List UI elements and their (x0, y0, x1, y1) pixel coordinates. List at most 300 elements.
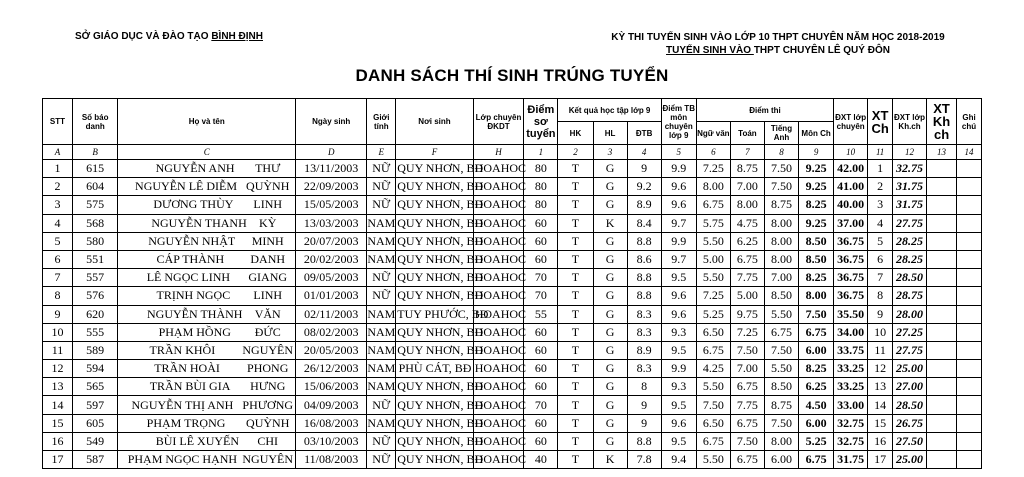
conduct-cell: T (558, 378, 593, 396)
note-cell (957, 287, 982, 305)
specialty-score-cell: 5.25 (799, 432, 834, 450)
math-score-cell: 6.75 (730, 378, 764, 396)
gender-cell: NAM (367, 414, 396, 432)
stt-cell: 10 (43, 323, 73, 341)
gender-cell: NỮ (367, 178, 396, 196)
non-specialty-score-cell: 28.25 (893, 232, 927, 250)
note-cell (957, 451, 982, 469)
admission-score-cell: 32.75 (834, 432, 868, 450)
family-name: DƯƠNG THÙY (153, 197, 234, 212)
rank-cell: 8 (868, 287, 893, 305)
given-name: LINH (253, 197, 283, 212)
specialty-score-cell: 8.00 (799, 287, 834, 305)
col-anh: Tiếng Anh (764, 122, 798, 145)
rank-cell: 4 (868, 214, 893, 232)
table-row (43, 232, 982, 250)
specialty-score-cell: 8.50 (799, 232, 834, 250)
subject-avg-cell: 9.5 (661, 341, 696, 359)
name-cell (118, 451, 296, 469)
subject-avg-cell: 9.4 (661, 451, 696, 469)
conduct-cell: T (558, 414, 593, 432)
given-name: NGUYÊN (242, 342, 294, 357)
name-cell (118, 378, 296, 396)
non-specialty-rank-cell (927, 160, 957, 178)
stt-cell: 9 (43, 305, 73, 323)
subject-avg-cell: 9.9 (661, 360, 696, 378)
prelim-score-cell: 80 (524, 160, 558, 178)
col-place: Nơi sinh (396, 99, 473, 145)
column-letter: 1 (524, 145, 558, 160)
table-row (43, 432, 982, 450)
gpa-cell: 8.6 (627, 250, 661, 268)
family-name: LÊ NGỌC LINH (146, 270, 231, 285)
non-specialty-score-cell: 31.75 (893, 196, 927, 214)
column-letter: C (118, 145, 296, 160)
name-cell (118, 178, 296, 196)
dob-cell: 01/01/2003 (296, 287, 367, 305)
class-cell: HOAHOC (473, 250, 524, 268)
specialty-score-cell: 8.25 (799, 360, 834, 378)
gender-cell: NAM (367, 378, 396, 396)
family-name: NGUYỄN ANH (155, 161, 235, 176)
table-row (43, 196, 982, 214)
col-toan: Toán (730, 122, 764, 145)
admission-score-cell: 32.75 (834, 414, 868, 432)
non-specialty-rank-cell (927, 396, 957, 414)
non-specialty-score-cell: 25.00 (893, 451, 927, 469)
stt-cell: 6 (43, 250, 73, 268)
dob-cell: 09/05/2003 (296, 269, 367, 287)
non-specialty-score-cell: 28.50 (893, 269, 927, 287)
subject-avg-cell: 9.5 (661, 432, 696, 450)
col-xt-ch: XT Ch (868, 99, 893, 145)
non-specialty-rank-cell (927, 196, 957, 214)
col-mon-ch: Môn Ch (799, 122, 834, 145)
english-score-cell: 8.75 (764, 396, 798, 414)
column-letter: E (367, 145, 396, 160)
gender-cell: NAM (367, 323, 396, 341)
subject-avg-cell: 9.6 (661, 178, 696, 196)
academic-cell: G (593, 341, 627, 359)
note-cell (957, 269, 982, 287)
table-row (43, 214, 982, 232)
academic-cell: K (593, 214, 627, 232)
dob-cell: 26/12/2003 (296, 360, 367, 378)
literature-score-cell: 5.75 (696, 214, 730, 232)
specialty-score-cell: 9.25 (799, 178, 834, 196)
gpa-cell: 7.8 (627, 451, 661, 469)
stt-cell: 2 (43, 178, 73, 196)
non-specialty-rank-cell (927, 341, 957, 359)
col-note: Ghi chú (957, 99, 982, 145)
column-letter: 8 (764, 145, 798, 160)
specialty-score-cell: 6.00 (799, 341, 834, 359)
conduct-cell: T (558, 214, 593, 232)
table-row (43, 178, 982, 196)
academic-cell: G (593, 323, 627, 341)
english-score-cell: 8.00 (764, 432, 798, 450)
non-specialty-score-cell: 28.00 (893, 305, 927, 323)
sbd-cell: 575 (72, 196, 117, 214)
prelim-score-cell: 80 (524, 196, 558, 214)
non-specialty-rank-cell (927, 323, 957, 341)
table-row (43, 378, 982, 396)
non-specialty-score-cell: 26.75 (893, 414, 927, 432)
class-cell: HOAHOC (473, 232, 524, 250)
specialty-score-cell: 8.25 (799, 269, 834, 287)
given-name: THƯ (255, 161, 281, 176)
admission-score-cell: 41.00 (834, 178, 868, 196)
dob-cell: 13/11/2003 (296, 160, 367, 178)
exam-header (588, 31, 968, 57)
math-score-cell: 7.25 (730, 323, 764, 341)
col-dtb: ĐTB (627, 122, 661, 145)
family-name: PHẠM HỒNG (158, 324, 231, 339)
sbd-cell: 594 (72, 360, 117, 378)
name-cell (118, 160, 296, 178)
conduct-cell: T (558, 178, 593, 196)
col-exam-group: Điểm thi (696, 99, 833, 122)
class-cell: HOAHOC (473, 451, 524, 469)
academic-cell: G (593, 196, 627, 214)
table-row (43, 360, 982, 378)
academic-cell: K (593, 451, 627, 469)
literature-score-cell: 5.50 (696, 232, 730, 250)
specialty-score-cell: 6.75 (799, 451, 834, 469)
literature-score-cell: 4.25 (696, 360, 730, 378)
math-score-cell: 7.50 (730, 341, 764, 359)
family-name: PHẠM NGỌC HẠNH (127, 452, 238, 467)
academic-cell: G (593, 160, 627, 178)
gpa-cell: 8 (627, 378, 661, 396)
prelim-score-cell: 55 (524, 305, 558, 323)
class-cell: HOAHOC (473, 341, 524, 359)
non-specialty-rank-cell (927, 287, 957, 305)
subject-avg-cell: 9.7 (661, 214, 696, 232)
literature-score-cell: 6.75 (696, 196, 730, 214)
column-letter: 9 (799, 145, 834, 160)
non-specialty-rank-cell (927, 305, 957, 323)
place-cell: PHÙ CÁT, BĐ (396, 360, 473, 378)
name-cell (118, 323, 296, 341)
family-name: PHẠM TRỌNG (146, 415, 226, 430)
note-cell (957, 160, 982, 178)
gpa-cell: 8.8 (627, 432, 661, 450)
non-specialty-score-cell: 25.00 (893, 360, 927, 378)
math-score-cell: 6.75 (730, 414, 764, 432)
prelim-score-cell: 60 (524, 341, 558, 359)
place-cell: QUY NHƠN, BĐ (396, 341, 473, 359)
name-cell (118, 196, 296, 214)
page-title: DANH SÁCH THÍ SINH TRÚNG TUYỂN (355, 66, 669, 85)
gender-cell: NỮ (367, 160, 396, 178)
english-score-cell: 8.75 (764, 196, 798, 214)
school-line: TUYỂN SINH VÀO THPT CHUYÊN LÊ QUÝ ĐÔN (666, 45, 890, 56)
subject-avg-cell: 9.7 (661, 250, 696, 268)
note-cell (957, 305, 982, 323)
note-cell (957, 232, 982, 250)
conduct-cell: T (558, 250, 593, 268)
math-score-cell: 4.75 (730, 214, 764, 232)
literature-score-cell: 5.50 (696, 269, 730, 287)
prelim-score-cell: 70 (524, 287, 558, 305)
dob-cell: 13/03/2003 (296, 214, 367, 232)
rank-cell: 15 (868, 414, 893, 432)
conduct-cell: T (558, 432, 593, 450)
subject-avg-cell: 9.9 (661, 160, 696, 178)
rank-cell: 2 (868, 178, 893, 196)
english-score-cell: 8.00 (764, 250, 798, 268)
column-letter: 11 (868, 145, 893, 160)
col-hk: HK (558, 122, 593, 145)
non-specialty-score-cell: 27.75 (893, 341, 927, 359)
rank-cell: 16 (868, 432, 893, 450)
specialty-score-cell: 9.25 (799, 160, 834, 178)
dob-cell: 16/08/2003 (296, 414, 367, 432)
gpa-cell: 9 (627, 396, 661, 414)
given-name: MINH (251, 233, 284, 248)
english-score-cell: 8.50 (764, 378, 798, 396)
column-letter: 7 (730, 145, 764, 160)
column-letter: 14 (957, 145, 982, 160)
column-letter: F (396, 145, 473, 160)
class-cell: HOAHOC (473, 360, 524, 378)
english-score-cell: 7.50 (764, 160, 798, 178)
sbd-cell: 587 (72, 451, 117, 469)
subject-avg-cell: 9.9 (661, 232, 696, 250)
admission-score-cell: 33.25 (834, 360, 868, 378)
english-score-cell: 7.50 (764, 178, 798, 196)
non-specialty-rank-cell (927, 360, 957, 378)
gender-cell: NAM (367, 250, 396, 268)
family-name: NGUYỄN THÀNH (147, 306, 243, 321)
subject-avg-cell: 9.5 (661, 396, 696, 414)
english-score-cell: 8.00 (764, 214, 798, 232)
conduct-cell: T (558, 232, 593, 250)
conduct-cell: T (558, 360, 593, 378)
subject-avg-cell: 9.3 (661, 378, 696, 396)
col-name: Họ và tên (118, 99, 296, 145)
prelim-score-cell: 40 (524, 451, 558, 469)
rank-cell: 11 (868, 341, 893, 359)
english-score-cell: 7.50 (764, 414, 798, 432)
column-letter: 2 (558, 145, 593, 160)
rank-cell: 14 (868, 396, 893, 414)
literature-score-cell: 5.00 (696, 250, 730, 268)
gpa-cell: 8.3 (627, 323, 661, 341)
column-letter: 10 (834, 145, 868, 160)
literature-score-cell: 6.50 (696, 414, 730, 432)
table-row (43, 287, 982, 305)
family-name: NGUYỄN LÊ DIỄM (135, 179, 238, 194)
class-cell: HOAHOC (473, 396, 524, 414)
column-letter: 6 (696, 145, 730, 160)
name-cell (118, 287, 296, 305)
given-name: QUỲNH (246, 415, 290, 430)
class-cell: HOAHOC (473, 178, 524, 196)
col-gender: Giới tính (367, 99, 396, 145)
place-cell: QUY NHƠN, BĐ (396, 250, 473, 268)
admission-score-cell: 33.00 (834, 396, 868, 414)
given-name: GIANG (248, 270, 288, 285)
table-row (43, 160, 982, 178)
admission-score-cell: 40.00 (834, 196, 868, 214)
place-cell: QUY NHƠN, BĐ (396, 432, 473, 450)
given-name: PHƯƠNG (242, 397, 294, 412)
gender-cell: NỮ (367, 287, 396, 305)
admission-score-cell: 35.50 (834, 305, 868, 323)
literature-score-cell: 6.50 (696, 323, 730, 341)
rank-cell: 5 (868, 232, 893, 250)
literature-score-cell: 8.00 (696, 178, 730, 196)
gpa-cell: 8.8 (627, 269, 661, 287)
math-score-cell: 8.75 (730, 160, 764, 178)
dob-cell: 15/05/2003 (296, 196, 367, 214)
class-cell: HOAHOC (473, 196, 524, 214)
name-cell (118, 305, 296, 323)
literature-score-cell: 5.50 (696, 378, 730, 396)
non-specialty-rank-cell (927, 178, 957, 196)
specialty-score-cell: 6.75 (799, 323, 834, 341)
stt-cell: 8 (43, 287, 73, 305)
sbd-cell: 576 (72, 287, 117, 305)
gender-cell: NỮ (367, 269, 396, 287)
english-score-cell: 7.00 (764, 269, 798, 287)
class-cell: HOAHOC (473, 323, 524, 341)
stt-cell: 4 (43, 214, 73, 232)
academic-cell: G (593, 287, 627, 305)
gpa-cell: 8.9 (627, 196, 661, 214)
place-cell: QUY NHƠN, BĐ (396, 232, 473, 250)
specialty-score-cell: 6.00 (799, 414, 834, 432)
class-cell: HOAHOC (473, 305, 524, 323)
specialty-score-cell: 9.25 (799, 214, 834, 232)
prelim-score-cell: 60 (524, 232, 558, 250)
math-score-cell: 6.25 (730, 232, 764, 250)
col-dxt-kh: ĐXT lớp Kh.ch (893, 99, 927, 145)
results-table (42, 98, 982, 469)
gender-cell: NAM (367, 214, 396, 232)
non-specialty-score-cell: 28.25 (893, 250, 927, 268)
name-cell (118, 341, 296, 359)
prelim-score-cell: 80 (524, 178, 558, 196)
family-name: TRẦN HOÀI (154, 361, 220, 376)
english-score-cell: 5.50 (764, 305, 798, 323)
dob-cell: 15/06/2003 (296, 378, 367, 396)
family-name: NGUYỄN THỊ ANH (131, 397, 234, 412)
class-cell: HOAHOC (473, 378, 524, 396)
rank-cell: 12 (868, 360, 893, 378)
non-specialty-rank-cell (927, 414, 957, 432)
literature-score-cell: 5.50 (696, 451, 730, 469)
place-cell: QUY NHƠN, BĐ (396, 178, 473, 196)
column-letter: H (473, 145, 524, 160)
class-cell: HOAHOC (473, 214, 524, 232)
place-cell: QUY NHƠN, BĐ (396, 396, 473, 414)
english-score-cell: 6.00 (764, 451, 798, 469)
column-letter: 3 (593, 145, 627, 160)
english-score-cell: 6.75 (764, 323, 798, 341)
conduct-cell: T (558, 305, 593, 323)
conduct-cell: T (558, 451, 593, 469)
math-score-cell: 7.50 (730, 432, 764, 450)
academic-cell: G (593, 269, 627, 287)
prelim-score-cell: 60 (524, 414, 558, 432)
conduct-cell: T (558, 160, 593, 178)
rank-cell: 6 (868, 250, 893, 268)
column-letter: B (72, 145, 117, 160)
table-row (43, 305, 982, 323)
sbd-cell: 597 (72, 396, 117, 414)
col-dxt: ĐXT lớp chuyên (834, 99, 868, 145)
prelim-score-cell: 60 (524, 360, 558, 378)
name-cell (118, 269, 296, 287)
conduct-cell: T (558, 323, 593, 341)
column-letter: 5 (661, 145, 696, 160)
place-cell: QUY NHƠN, BĐ (396, 451, 473, 469)
family-name: BÙI LÊ XUYẾN (155, 433, 240, 448)
math-score-cell: 9.75 (730, 305, 764, 323)
col-xt-kh: XT Kh ch (927, 99, 957, 145)
dob-cell: 20/02/2003 (296, 250, 367, 268)
dob-cell: 11/08/2003 (296, 451, 367, 469)
column-letter: 4 (627, 145, 661, 160)
rank-cell: 17 (868, 451, 893, 469)
sbd-cell: 615 (72, 160, 117, 178)
literature-score-cell: 7.25 (696, 160, 730, 178)
given-name: KỲ (259, 215, 277, 230)
place-cell: QUY NHƠN, BĐ (396, 160, 473, 178)
name-cell (118, 250, 296, 268)
table-row (43, 451, 982, 469)
admission-score-cell: 36.75 (834, 232, 868, 250)
admission-score-cell: 33.25 (834, 378, 868, 396)
col-score-prelim: Điểm sơ tuyển (524, 99, 558, 145)
subject-avg-cell: 9.6 (661, 287, 696, 305)
column-letter: D (296, 145, 367, 160)
gpa-cell: 8.4 (627, 214, 661, 232)
col-sbd: Số báo danh (72, 99, 117, 145)
place-cell: QUY NHƠN, BĐ (396, 378, 473, 396)
math-score-cell: 6.75 (730, 250, 764, 268)
subject-avg-cell: 9.3 (661, 323, 696, 341)
gpa-cell: 9.2 (627, 178, 661, 196)
dob-cell: 20/07/2003 (296, 232, 367, 250)
prelim-score-cell: 60 (524, 323, 558, 341)
sbd-cell: 568 (72, 214, 117, 232)
gender-cell: NAM (367, 305, 396, 323)
note-cell (957, 396, 982, 414)
non-specialty-score-cell: 31.75 (893, 178, 927, 196)
stt-cell: 14 (43, 396, 73, 414)
table-row (43, 250, 982, 268)
english-score-cell: 8.50 (764, 287, 798, 305)
given-name: PHONG (247, 361, 289, 376)
non-specialty-rank-cell (927, 269, 957, 287)
specialty-score-cell: 4.50 (799, 396, 834, 414)
given-name: LINH (253, 288, 283, 303)
sbd-cell: 580 (72, 232, 117, 250)
gender-cell: NỮ (367, 196, 396, 214)
place-cell: QUY NHƠN, BĐ (396, 287, 473, 305)
given-name: CHI (257, 433, 279, 448)
family-name: TRỊNH NGỌC (156, 288, 231, 303)
column-letter: 13 (927, 145, 957, 160)
sbd-cell: 549 (72, 432, 117, 450)
class-cell: HOAHOC (473, 414, 524, 432)
sbd-cell: 557 (72, 269, 117, 287)
class-cell: HOAHOC (473, 269, 524, 287)
